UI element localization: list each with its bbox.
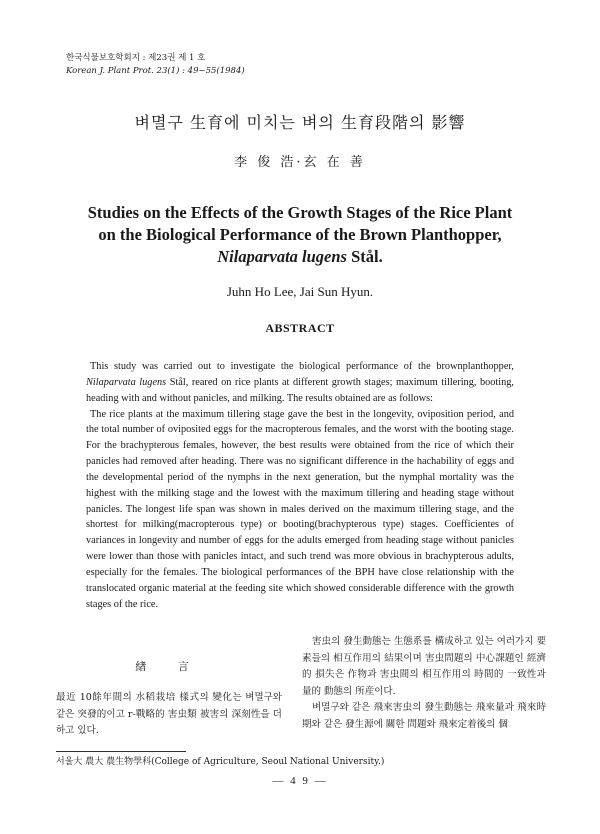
journal-korean-line: 한국식물보호학회지 : 제23권 제 1 호 xyxy=(66,53,206,63)
korean-title: 벼멸구 生育에 미치는 벼의 生育段階의 影響 xyxy=(134,113,466,132)
abstract-paragraph-2: The rice plants at the maximum tillering stage gave the best in the longevity, oviposition period, and the total number of oviposited eggs for the macropterous females, and the worst with the booting stage. For the brachypterous females, however, the best results were obtained from the rice of which their panicles had removed after heading. There was no significant difference in the hachability of eggs and the developmental period of the nymphs in the next generation, but the nymphal mortality was the highest with the milking stage and the lowest with the maximum tillering and heading stage without panicles. The longest life span was shown in males derived on the maximum tillering stage, and the shortest for milking(macropterous type) or booting(brachypterous type) stages. Coefficientes of variances in longevity and number of eggs for the adults emerged from heading stage without panicles were lower than those with panicles intact, and such trend was more obvious in brachypterous adults, especially for the females. The biological performances of the BPH have close relationship with the translocated organic material at the feeding site which showed considerable difference with the growth stages of the rice. xyxy=(86,408,514,610)
species-author: Stål. xyxy=(351,247,383,266)
korean-authors: 李 俊 浩·玄 在 善 xyxy=(234,155,366,170)
journal-english-line: Korean J. Plant Prot. 23(1) : 49~55(1984) xyxy=(66,66,245,76)
introduction-text-right-1: 害虫의 發生動態는 生態系를 構成하고 있는 여러가지 要素들의 相互作用의 結果이며 害虫問題의 中心課題인 經濟的 損失은 作物과 害虫間의 相互作用의 時間的 一致性과 量的 動態의 所産이다. xyxy=(302,636,546,697)
abstract-body xyxy=(86,359,514,613)
abstract-para1-end: Stål, reared on rice plants at different growth stages; maximum tillering, booting, heading with and without panicles, and milking. The results obtained are as follows: xyxy=(86,376,514,404)
journal-citation xyxy=(66,52,245,78)
species-name: Nilaparvata lugens xyxy=(217,247,347,266)
english-title-line-3 xyxy=(40,246,560,268)
footnote-divider xyxy=(56,751,186,752)
affiliation-footnote: 서울大 農大 農生物學科(College of Agriculture, Seoul National University.) xyxy=(56,757,385,767)
english-authors: Juhn Ho Lee, Jai Sun Hyun. xyxy=(226,284,374,299)
english-title-line-2: on the Biological Performance of the Brown Planthopper, xyxy=(98,225,502,244)
introduction-column-right xyxy=(302,634,546,733)
english-title xyxy=(40,202,560,268)
introduction-column-left xyxy=(56,658,282,740)
abstract-para1-start: This study was carried out to investigate the biological performance of the brownplanthopper, xyxy=(90,361,514,372)
page-number: — 4 9 — xyxy=(272,775,328,787)
introduction-text-right-2: 벼멸구와 같은 飛來害虫의 發生動態는 飛來量과 飛來時期와 같은 發生源에 關한 問題와 飛來定着後의 個 xyxy=(302,702,546,730)
abstract-species: Nilaparvata lugens xyxy=(86,376,167,388)
introduction-heading: 緖 言 xyxy=(135,660,203,673)
introduction-text-left: 最近 10餘年間의 水稻栽培 樣式의 變化는 벼멸구와 같은 突發的이고 r-戰略的 害虫類 被害의 深刻性을 더하고 있다. xyxy=(56,692,282,736)
abstract-paragraph-1 xyxy=(86,359,514,407)
english-title-line-1: Studies on the Effects of the Growth Stages of the Rice Plant xyxy=(87,203,513,222)
abstract-heading: ABSTRACT xyxy=(265,321,335,335)
